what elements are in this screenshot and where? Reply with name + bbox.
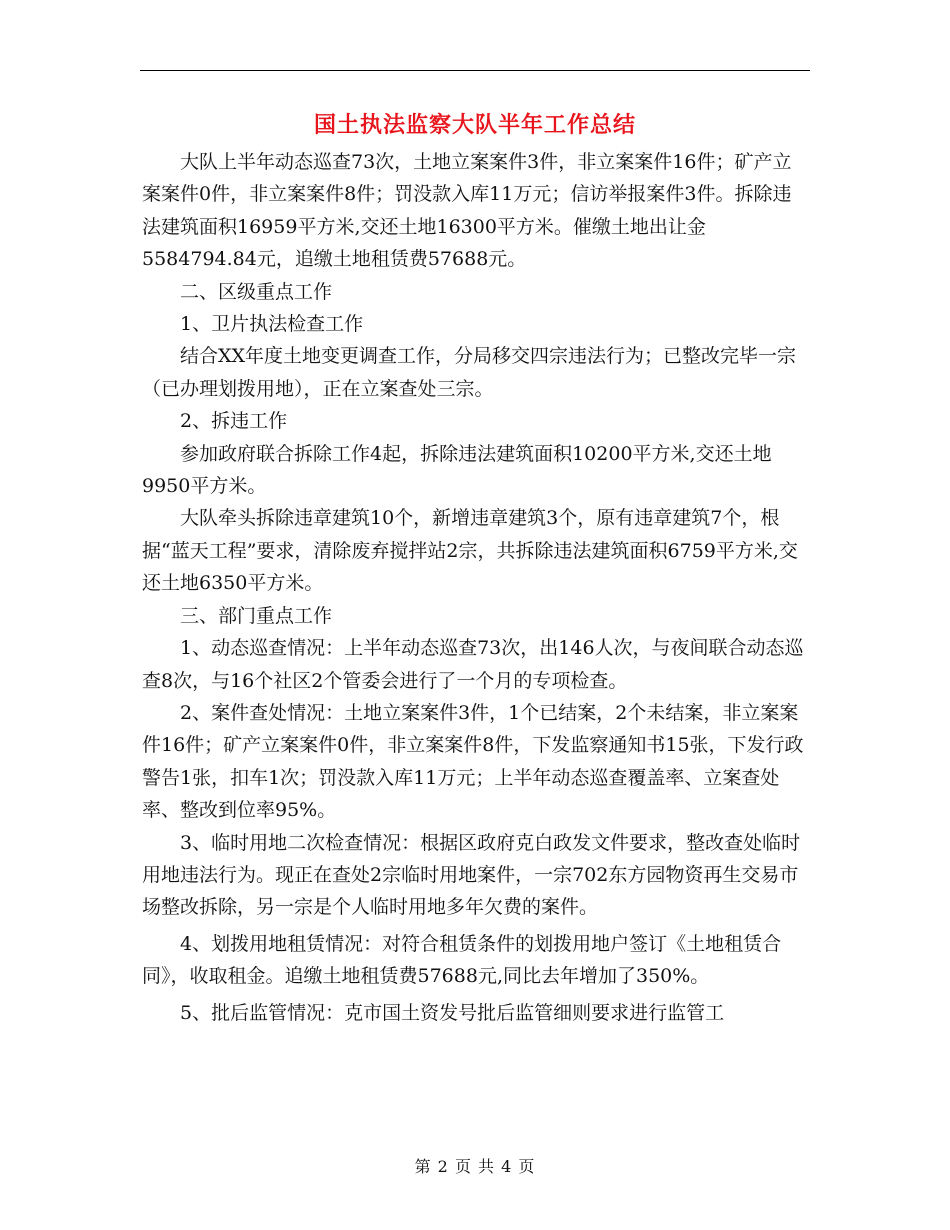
- subheading-demolition: 2、拆违工作: [180, 410, 288, 433]
- paragraph-satellite: 结合XX年度土地变更调查工作，分局移交四宗违法行为；已整改完毕一宗（已办理划拨用地），正在立案查处三宗。: [142, 345, 797, 400]
- paragraph-demolition-lead: 大队牵头拆除违章建筑10个，新增违章建筑3个，原有违章建筑7个，根据“蓝天工程”要求，清除废弃搅拌站2宗，共拆除违法建筑面积6759平方米,交还土地6350平方米。: [142, 507, 798, 595]
- paragraph-land-lease: 4、划拨用地租赁情况：对符合租赁条件的划拨用地户签订《土地租赁合同》，收取租金。追缴土地租赁费57688元,同比去年增加了350%。: [142, 932, 782, 988]
- paragraph-cases: 2、案件查处情况：土地立案案件3件，1个已结案，2个未结案，非立案案件16件；矿产立案案件0件，非立案案件8件，下发监察通知书15张，下发行政警告1张，扣车1次；罚没款入库11万元；上半年动态巡查覆盖率、立案查处率、整改到位率95%。: [142, 701, 804, 822]
- subheading-satellite: 1、卫片执法检查工作: [180, 313, 364, 336]
- paragraph-temporary-land: 3、临时用地二次检查情况：根据区政府克白政发文件要求，整改查处临时用地违法行为。现正在查处2宗临时用地案件，一宗702东方园物资再生交易市场整改拆除，另一宗是个人临时用地多年欠费的案件。: [142, 831, 801, 919]
- header-rule: [140, 70, 810, 71]
- section-heading-district: 二、区级重点工作: [180, 280, 333, 303]
- paragraph-demolition-joint: 参加政府联合拆除工作4起，拆除违法建筑面积10200平方米,交还土地9950平方米。: [142, 442, 772, 498]
- document-body: [142, 146, 810, 1029]
- section-heading-department: 三、部门重点工作: [180, 604, 333, 627]
- document-title: 国土执法监察大队半年工作总结: [313, 112, 636, 138]
- paragraph-patrol: 1、动态巡查情况：上半年动态巡查73次，出146人次，与夜间联合动态巡查8次，与16个社区2个管委会进行了一个月的专项检查。: [142, 637, 804, 692]
- page-footer: 第 2 页 共 4 页: [414, 1157, 536, 1176]
- paragraph-supervision: 5、批后监管情况：克市国土资发号批后监管细则要求进行监管工: [180, 1001, 725, 1024]
- paragraph-summary: 大队上半年动态巡查73次，土地立案案件3件，非立案案件16件；矿产立案案件0件，非立案案件8件；罚没款入库11万元；信访举报案件3件。拆除违法建筑面积16959平方米,交还土地16300平方米。催缴土地出让金5584794.84元，追缴土地租赁费57688元。: [142, 151, 792, 271]
